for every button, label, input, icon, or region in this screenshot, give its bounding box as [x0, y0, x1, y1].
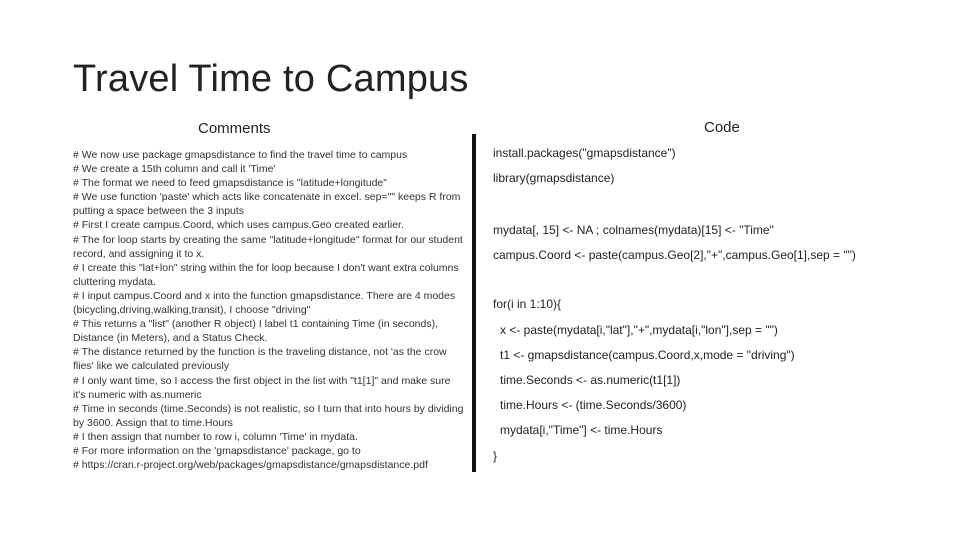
code-line: campus.Coord <- paste(campus.Geo[2],"+",campus.Geo[1],sep = "") [493, 248, 856, 262]
column-divider [472, 134, 476, 472]
code-line: install.packages("gmapsdistance") [493, 146, 676, 160]
code-line: x <- paste(mydata[i,"lat"],"+",mydata[i,"lon"],sep = "") [500, 323, 778, 337]
code-line: time.Seconds <- as.numeric(t1[1]) [500, 373, 681, 387]
comment-line: # https://cran.r-project.org/web/packages/gmapsdistance/gmapsdistance.pdf [73, 459, 428, 472]
comment-line: # Time in seconds (time.Seconds) is not realistic, so I turn that into hours by dividing by 3600. Assign that to time.Hours [73, 402, 464, 429]
slide-title: Travel Time to Campus [73, 58, 469, 100]
comment-line: # This returns a "list" (another R object) I label t1 containing Time (in seconds), Distance (in Meters), and a Status Check. [73, 318, 439, 345]
code-line: mydata[, 15] <- NA ; colnames(mydata)[15] <- "Time" [493, 223, 774, 237]
comment-line: # The for loop starts by creating the same "latitude+longitude" format for our student record, and assigning it to x. [73, 233, 463, 260]
comment-line: # We use function 'paste' which acts like concatenate in excel. sep="" keeps R from putting a space between the 3 inputs [73, 191, 461, 218]
comments-block [73, 148, 465, 472]
code-heading: Code [704, 119, 740, 136]
code-line: t1 <- gmapsdistance(campus.Coord,x,mode = "driving") [500, 348, 795, 362]
code-line: mydata[i,"Time"] <- time.Hours [500, 423, 663, 437]
comment-line: # I create this "lat+lon" string within the for loop because I don't want extra columns cluttering mydata. [73, 261, 459, 288]
comment-line: # The distance returned by the function is the traveling distance, not 'as the crow flies' like we calculated previously [73, 346, 447, 373]
comment-line: # The format we need to feed gmapsdistance is "latitude+longitude" [73, 177, 388, 190]
code-line: } [493, 449, 498, 463]
code-line: time.Hours <- (time.Seconds/3600) [500, 398, 687, 412]
comment-line: # I only want time, so I access the first object in the list with "t1[1]" and make sure it's numeric with as.numeric [73, 374, 451, 401]
comments-heading: Comments [198, 120, 271, 137]
comment-line: # I input campus.Coord and x into the function gmapsdistance. There are 4 modes (bicycling,driving,walking,transit), I choose "driving" [73, 289, 456, 317]
comment-line: # For more information on the 'gmapsdistance' package, go to [73, 444, 361, 457]
comment-line: # We create a 15th column and call it 'Time' [73, 163, 276, 176]
code-line: library(gmapsdistance) [493, 171, 615, 185]
comment-line: # I then assign that number to row i, column 'Time' in mydata. [73, 430, 358, 443]
comment-line: # First I create campus.Coord, which uses campus.Geo created earlier. [73, 219, 404, 232]
code-line: for(i in 1:10){ [493, 297, 562, 311]
comment-line: # We now use package gmapsdistance to find the travel time to campus [73, 149, 408, 161]
